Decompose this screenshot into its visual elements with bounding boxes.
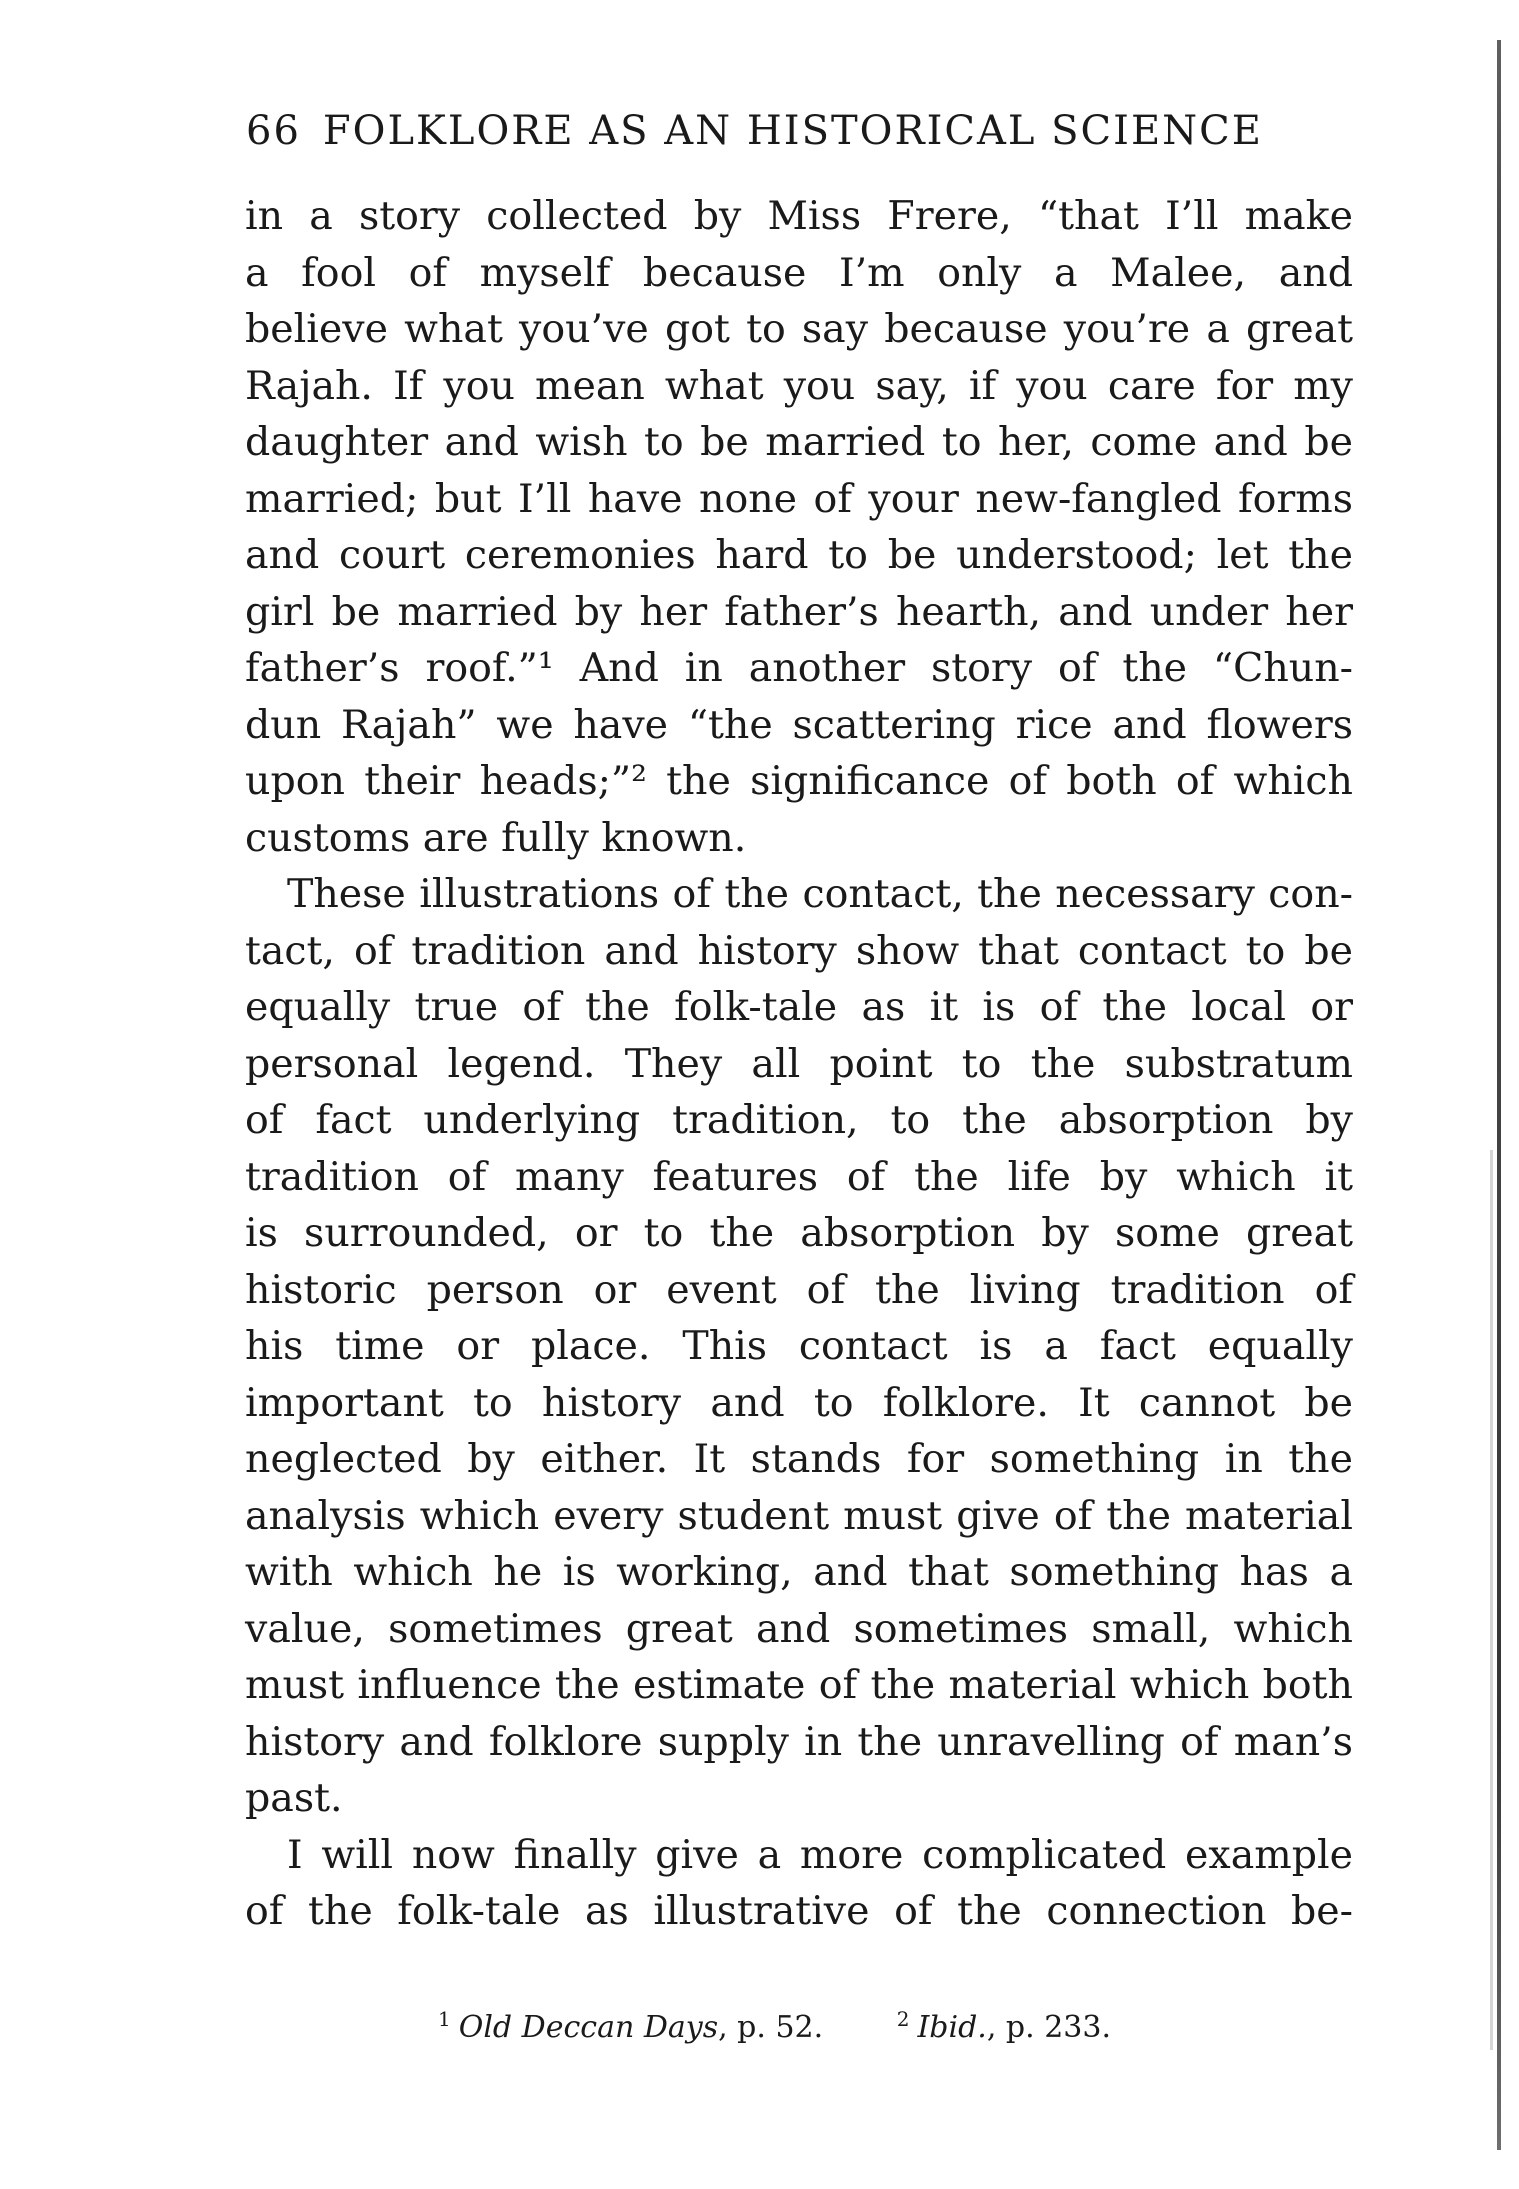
- text-line: equally true of the folk-tale as it is of the local or: [245, 984, 1353, 1030]
- footnote-mark: 2: [896, 2007, 910, 2031]
- text-line: girl be married by her father’s hearth, and under her: [245, 588, 1353, 635]
- footnote-mark: 1: [438, 2007, 451, 2031]
- text-line: historic person or event of the living tradition of: [245, 1266, 1353, 1313]
- text-line: and court ceremonies hard to be understood; let the: [245, 532, 1353, 578]
- text-line: I will now finally give a more complicated example: [287, 1831, 1353, 1878]
- page-spine-shadow: [1490, 1150, 1493, 2050]
- footnote-page: , p. 233.: [986, 2010, 1111, 2045]
- text-line: analysis which every student must give of the material: [245, 1492, 1353, 1539]
- text-line: customs are fully known.: [245, 814, 747, 861]
- text-line: These illustrations of the contact, the necessary con-: [287, 871, 1353, 917]
- text-line: married; but I’ll have none of your new-fangled forms: [245, 475, 1353, 522]
- text-line: is surrounded, or to the absorption by some great: [245, 1210, 1353, 1256]
- text-line: father’s roof.”¹ And in another story of the “Chun-: [245, 645, 1353, 691]
- text-line: his time or place. This contact is a fact equally: [245, 1323, 1353, 1369]
- text-line: dun Rajah” we have “the scattering rice and flowers: [245, 701, 1353, 748]
- text-line: tact, of tradition and history show that contact to be: [245, 927, 1353, 974]
- text-line: a fool of myself because I’m only a Malee, and: [245, 249, 1353, 296]
- text-line: in a story collected by Miss Frere, “that I’ll make: [245, 193, 1353, 239]
- paragraph: [245, 1827, 1353, 1940]
- text-line: with which he is working, and that something has a: [245, 1549, 1353, 1595]
- text-line: of fact underlying tradition, to the absorption by: [245, 1097, 1353, 1143]
- text-line: Rajah. If you mean what you say, if you care for my: [245, 362, 1353, 409]
- body-text: [245, 188, 1353, 1940]
- footnotes: [438, 2007, 1338, 2045]
- page-number: 66: [246, 108, 301, 154]
- running-head: [246, 108, 1276, 154]
- text-line: of the folk-tale as illustrative of the connection be-: [245, 1888, 1353, 1934]
- text-line: history and folklore supply in the unravelling of man’s: [245, 1718, 1353, 1765]
- text-line: important to history and to folklore. It cannot be: [245, 1379, 1353, 1426]
- running-title: FOLKLORE AS AN HISTORICAL SCIENCE: [322, 108, 1263, 154]
- text-line: past.: [245, 1775, 343, 1821]
- text-line: daughter and wish to be married to her, come and be: [245, 419, 1353, 465]
- paragraph: [245, 188, 1353, 866]
- footnote-source: Ibid.: [917, 2010, 987, 2045]
- footnote-page: , p. 52.: [718, 2010, 824, 2045]
- footnote-source: Old Deccan Days: [458, 2010, 719, 2045]
- footnote-2: [897, 2007, 1111, 2045]
- footnote-1: [438, 2007, 823, 2045]
- paragraph: [245, 866, 1353, 1827]
- text-line: value, sometimes great and sometimes small, which: [245, 1605, 1353, 1652]
- text-line: neglected by either. It stands for something in the: [245, 1436, 1353, 1482]
- text-line: must influence the estimate of the material which both: [245, 1662, 1353, 1708]
- text-line: tradition of many features of the life by which it: [245, 1153, 1353, 1200]
- text-line: upon their heads;”² the significance of both of which: [245, 758, 1353, 804]
- text-line: believe what you’ve got to say because you’re a great: [245, 306, 1353, 352]
- page-spine-edge: [1497, 40, 1501, 2150]
- text-line: personal legend. They all point to the substratum: [245, 1040, 1353, 1087]
